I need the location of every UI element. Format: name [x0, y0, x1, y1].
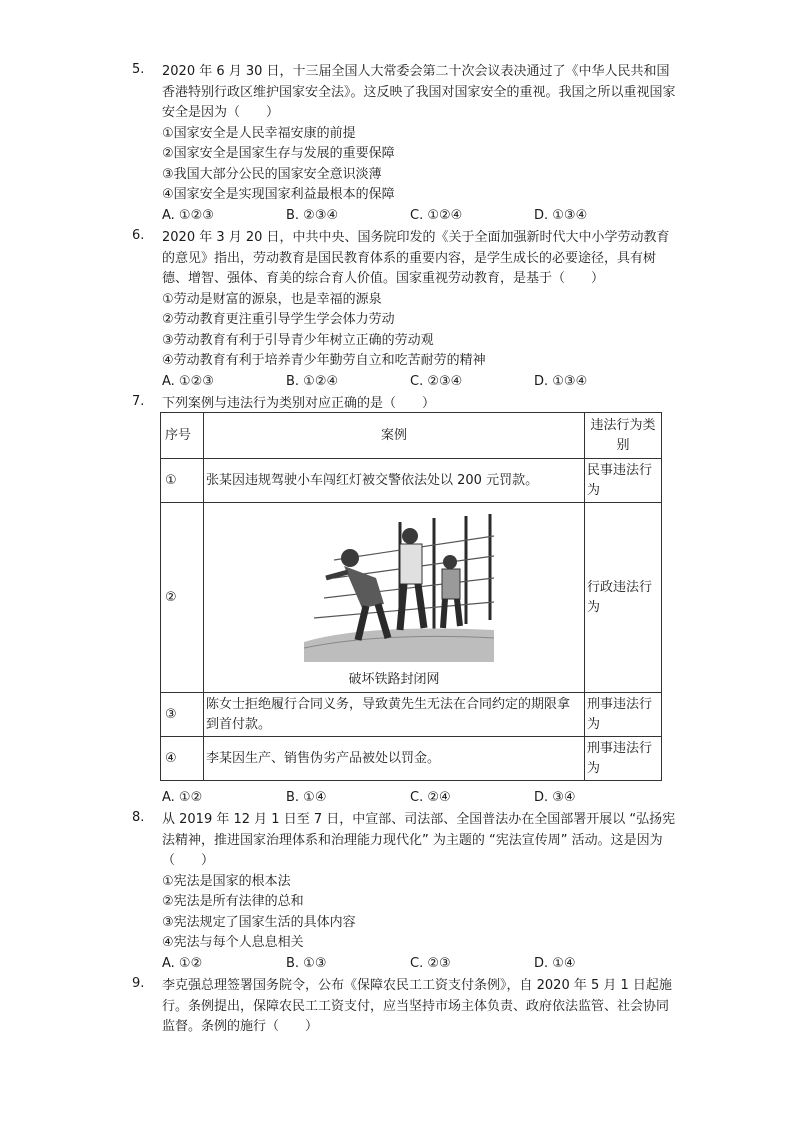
- option-c[interactable]: C. ②③: [410, 955, 451, 971]
- question-stem: 李克强总理签署国务院令，公布《保障农民工工资支付条例》，自 2020 年 5 月 1 日起施行。条例提出，保障农民工工资支付，应当坚持市场主体负责、政府依法监管、社会协同监督。条例的施行（ ）: [162, 978, 672, 1034]
- answer-options: [162, 372, 676, 392]
- option-b[interactable]: B. ①③: [286, 955, 327, 971]
- table-row: [161, 459, 662, 503]
- statement: ②劳动教育更注重引导学生学会体力劳动: [162, 312, 395, 327]
- header-number: 序号: [161, 413, 204, 459]
- option-d[interactable]: D. ①③④: [534, 373, 588, 389]
- statement: ④国家安全是实现国家利益最根本的保障: [162, 187, 395, 202]
- statement: ③我国大部分公民的国家安全意识淡薄: [162, 166, 382, 182]
- statement: ④劳动教育有利于培养青少年勤劳自立和吃苦耐劳的精神: [162, 353, 486, 368]
- statement: ①国家安全是人民幸福安康的前提: [162, 125, 356, 141]
- row-case: 张某因违规驾驶小车闯红灯被交警依法处以 200 元罚款。: [204, 459, 585, 503]
- statement: ①宪法是国家的根本法: [162, 873, 291, 889]
- question-5: [132, 62, 676, 226]
- header-type: 违法行为类别: [585, 413, 662, 459]
- case-table: [160, 412, 662, 781]
- row-number: ②: [161, 503, 204, 693]
- question-number: 9.: [132, 976, 145, 991]
- question-7-options: [136, 788, 676, 808]
- header-case: 案例: [204, 413, 585, 459]
- question-9: [132, 976, 676, 1038]
- table-header-row: [161, 413, 662, 459]
- option-a[interactable]: A. ①②: [162, 790, 203, 805]
- question-stem: 2020 年 6 月 30 日，十三届全国人大常委会第二十次会议表决通过了《中华人民共和国香港特别行政区维护国家安全法》。这反映了我国对国家安全的重视。我国之所以重视国家安全是因为（ ）: [162, 64, 676, 120]
- question-number: 8.: [132, 810, 145, 825]
- row-number: ①: [161, 459, 204, 503]
- question-number: 6.: [132, 228, 145, 243]
- question-stem: 从 2019 年 12 月 1 日至 7 日，中宣部、司法部、全国普法办在全国部署开展以 “弘扬宪法精神，推进国家治理体系和治理能力现代化” 为主题的 “宪法宣传周” 活动。这是因为（ ）: [162, 812, 676, 868]
- option-c[interactable]: C. ②④: [410, 790, 451, 805]
- row-case-image: [204, 503, 585, 693]
- option-b[interactable]: B. ①④: [286, 790, 327, 805]
- table-row: [161, 737, 662, 781]
- question-6: [132, 228, 676, 392]
- statement: ②国家安全是国家生存与发展的重要保障: [162, 146, 395, 161]
- option-d[interactable]: D. ①③④: [534, 207, 588, 223]
- option-c[interactable]: C. ①②④: [410, 207, 463, 223]
- option-a[interactable]: A. ①②③: [162, 207, 214, 223]
- option-b[interactable]: B. ①②④: [286, 373, 339, 389]
- statement: ③劳动教育有利于引导青少年树立正确的劳动观: [162, 332, 434, 348]
- row-number: ④: [161, 737, 204, 781]
- question-number: 7.: [132, 394, 145, 409]
- table-row: [161, 693, 662, 737]
- statement: ①劳动是财富的源泉，也是幸福的源泉: [162, 291, 382, 307]
- statement: ②宪法是所有法律的总和: [162, 894, 304, 909]
- answer-options: [162, 788, 676, 808]
- question-stem: 2020 年 3 月 20 日，中共中央、国务院印发的《关于全面加强新时代大中小学劳动教育的意见》指出，劳动教育是国民教育体系的重要内容，是学生成长的必要途径，具有树德、增智、强体、育美的综合育人价值。国家重视劳动教育，是基于（ ）: [162, 230, 670, 286]
- railway-fence-illustration: [304, 512, 494, 662]
- row-type: 行政违法行为: [585, 503, 662, 693]
- row-type: 刑事违法行为: [585, 737, 662, 781]
- question-8: [132, 810, 676, 974]
- row-type: 刑事违法行为: [585, 693, 662, 737]
- row-case: 陈女士拒绝履行合同义务，导致黄先生无法在合同约定的期限拿到首付款。: [204, 693, 585, 737]
- image-caption: 破坏铁路封闭网: [348, 671, 440, 687]
- option-d[interactable]: D. ③④: [534, 790, 576, 805]
- option-d[interactable]: D. ①④: [534, 955, 576, 971]
- question-number: 5.: [132, 62, 145, 77]
- row-case: 李某因生产、销售伪劣产品被处以罚金。: [204, 737, 585, 781]
- question-stem: 下列案例与违法行为类别对应正确的是（ ）: [162, 396, 436, 411]
- option-a[interactable]: A. ①②: [162, 955, 203, 971]
- option-c[interactable]: C. ②③④: [410, 373, 463, 389]
- row-number: ③: [161, 693, 204, 737]
- answer-options: [162, 206, 676, 226]
- table-row: [161, 503, 662, 693]
- answer-options: [162, 954, 676, 974]
- row-type: 民事违法行为: [585, 459, 662, 503]
- statement: ④宪法与每个人息息相关: [162, 935, 304, 950]
- option-b[interactable]: B. ②③④: [286, 207, 339, 223]
- statement: ③宪法规定了国家生活的具体内容: [162, 914, 356, 930]
- option-a[interactable]: A. ①②③: [162, 373, 214, 389]
